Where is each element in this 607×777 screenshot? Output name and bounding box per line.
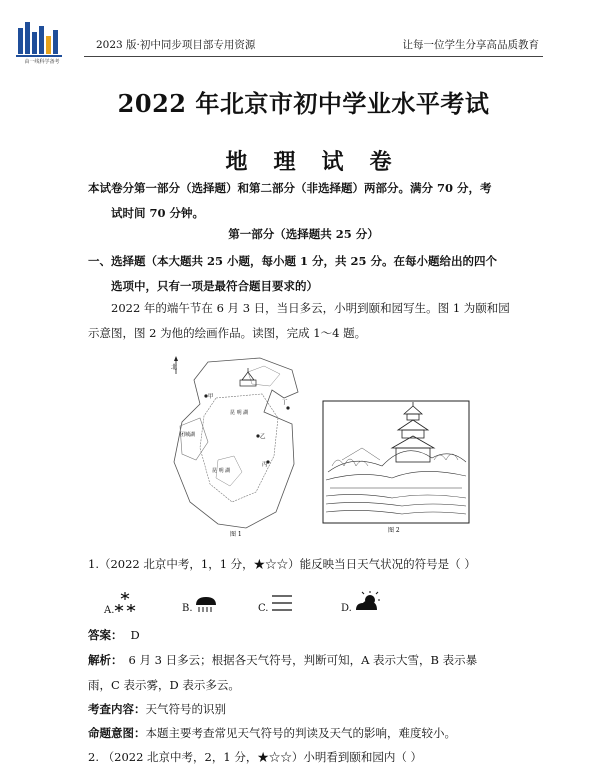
- map-label-ding: 丁: [282, 400, 288, 406]
- exam-subtitle: 地理试卷: [225, 149, 418, 175]
- q1-option-b-label: B.: [182, 603, 193, 614]
- section1-heading: 一、选择题（本大题共 25 小题，每小题 1 分，共 25 分。在每小题给出的四个 选项中，只有一项是最符合题目要求的）: [88, 254, 498, 293]
- map-label-lake2: 昆 明 湖: [212, 468, 231, 474]
- figure1-caption: 图 1: [230, 531, 242, 537]
- cloudy-icon: [352, 590, 382, 614]
- north-label: 北: [171, 364, 178, 371]
- map-label-jia: 甲: [208, 394, 214, 400]
- q1-analysis: 解析： 6 月 3 日多云；根据各天气符号，判断可知，A 表示大雪，B 表示暴 雨，C 表示雾，D 表示多云。: [88, 653, 478, 692]
- q1-option-a[interactable]: [104, 590, 136, 616]
- q1-option-d[interactable]: [341, 590, 382, 614]
- fog-icon: [268, 592, 294, 614]
- q1-knowledge-point: 考查内容：天气符号的识别: [88, 702, 226, 716]
- q1-option-c[interactable]: [258, 592, 294, 614]
- header-left-text: 2023 版·初中同步项目部专用资源: [96, 39, 256, 51]
- park-boundary: [174, 358, 298, 528]
- map-label-tuancheng: 团城湖: [180, 432, 196, 438]
- q1-option-a-label: A.: [104, 605, 115, 616]
- exam-title: 2022 年北京市初中学业水平考试: [117, 89, 490, 118]
- q1-option-b[interactable]: [182, 594, 219, 614]
- exam-instructions: 本试卷分第一部分（选择题）和第二部分（非选择题）两部分。满分 70 分，考 试时间 70 分钟。: [88, 181, 492, 220]
- rainstorm-icon: [193, 594, 219, 614]
- palace-sketch: [322, 400, 470, 533]
- map-label-lake1: 昆 明 湖: [230, 410, 249, 416]
- q1-answer: 答案： D: [88, 628, 140, 642]
- passage-text: 2022 年的端午节在 6 月 3 日，当日多云，小明到颐和园写生。图 1 为颐和园 示意图，图 2 为他的绘画作品。读图，完成 1～4 题。: [88, 301, 510, 340]
- header-right-text: 让每一位学生分享高品质教育: [402, 39, 539, 51]
- q1-intent: 命题意图：本题主要考查常见天气符号的判读及天气的影响，难度较小。: [88, 726, 456, 740]
- snowflake-icon: [114, 590, 136, 616]
- q1-option-d-label: D.: [341, 603, 352, 614]
- summer-palace-map: [160, 352, 310, 537]
- q2-stem: 2. （2022 北京中考，2，1 分，★☆☆）小明看到颐和园内（ ）: [88, 750, 422, 764]
- publisher-logo: [14, 18, 70, 60]
- map-label-bing: 丙: [262, 462, 268, 468]
- header-divider: [84, 56, 543, 57]
- figure2-caption: 图 2: [388, 527, 400, 533]
- part1-heading: 第一部分（选择题共 25 分）: [228, 227, 379, 241]
- q1-option-c-label: C.: [258, 603, 269, 614]
- q1-stem: 1.（2022 北京中考，1，1 分，★☆☆）能反映当日天气状况的符号是（ ）: [88, 557, 476, 571]
- logo-caption: 由一线科学备考: [24, 59, 60, 65]
- tower-icon: [240, 368, 256, 386]
- tuancheng-lake: [180, 418, 208, 460]
- map-label-yi: 乙: [260, 434, 266, 440]
